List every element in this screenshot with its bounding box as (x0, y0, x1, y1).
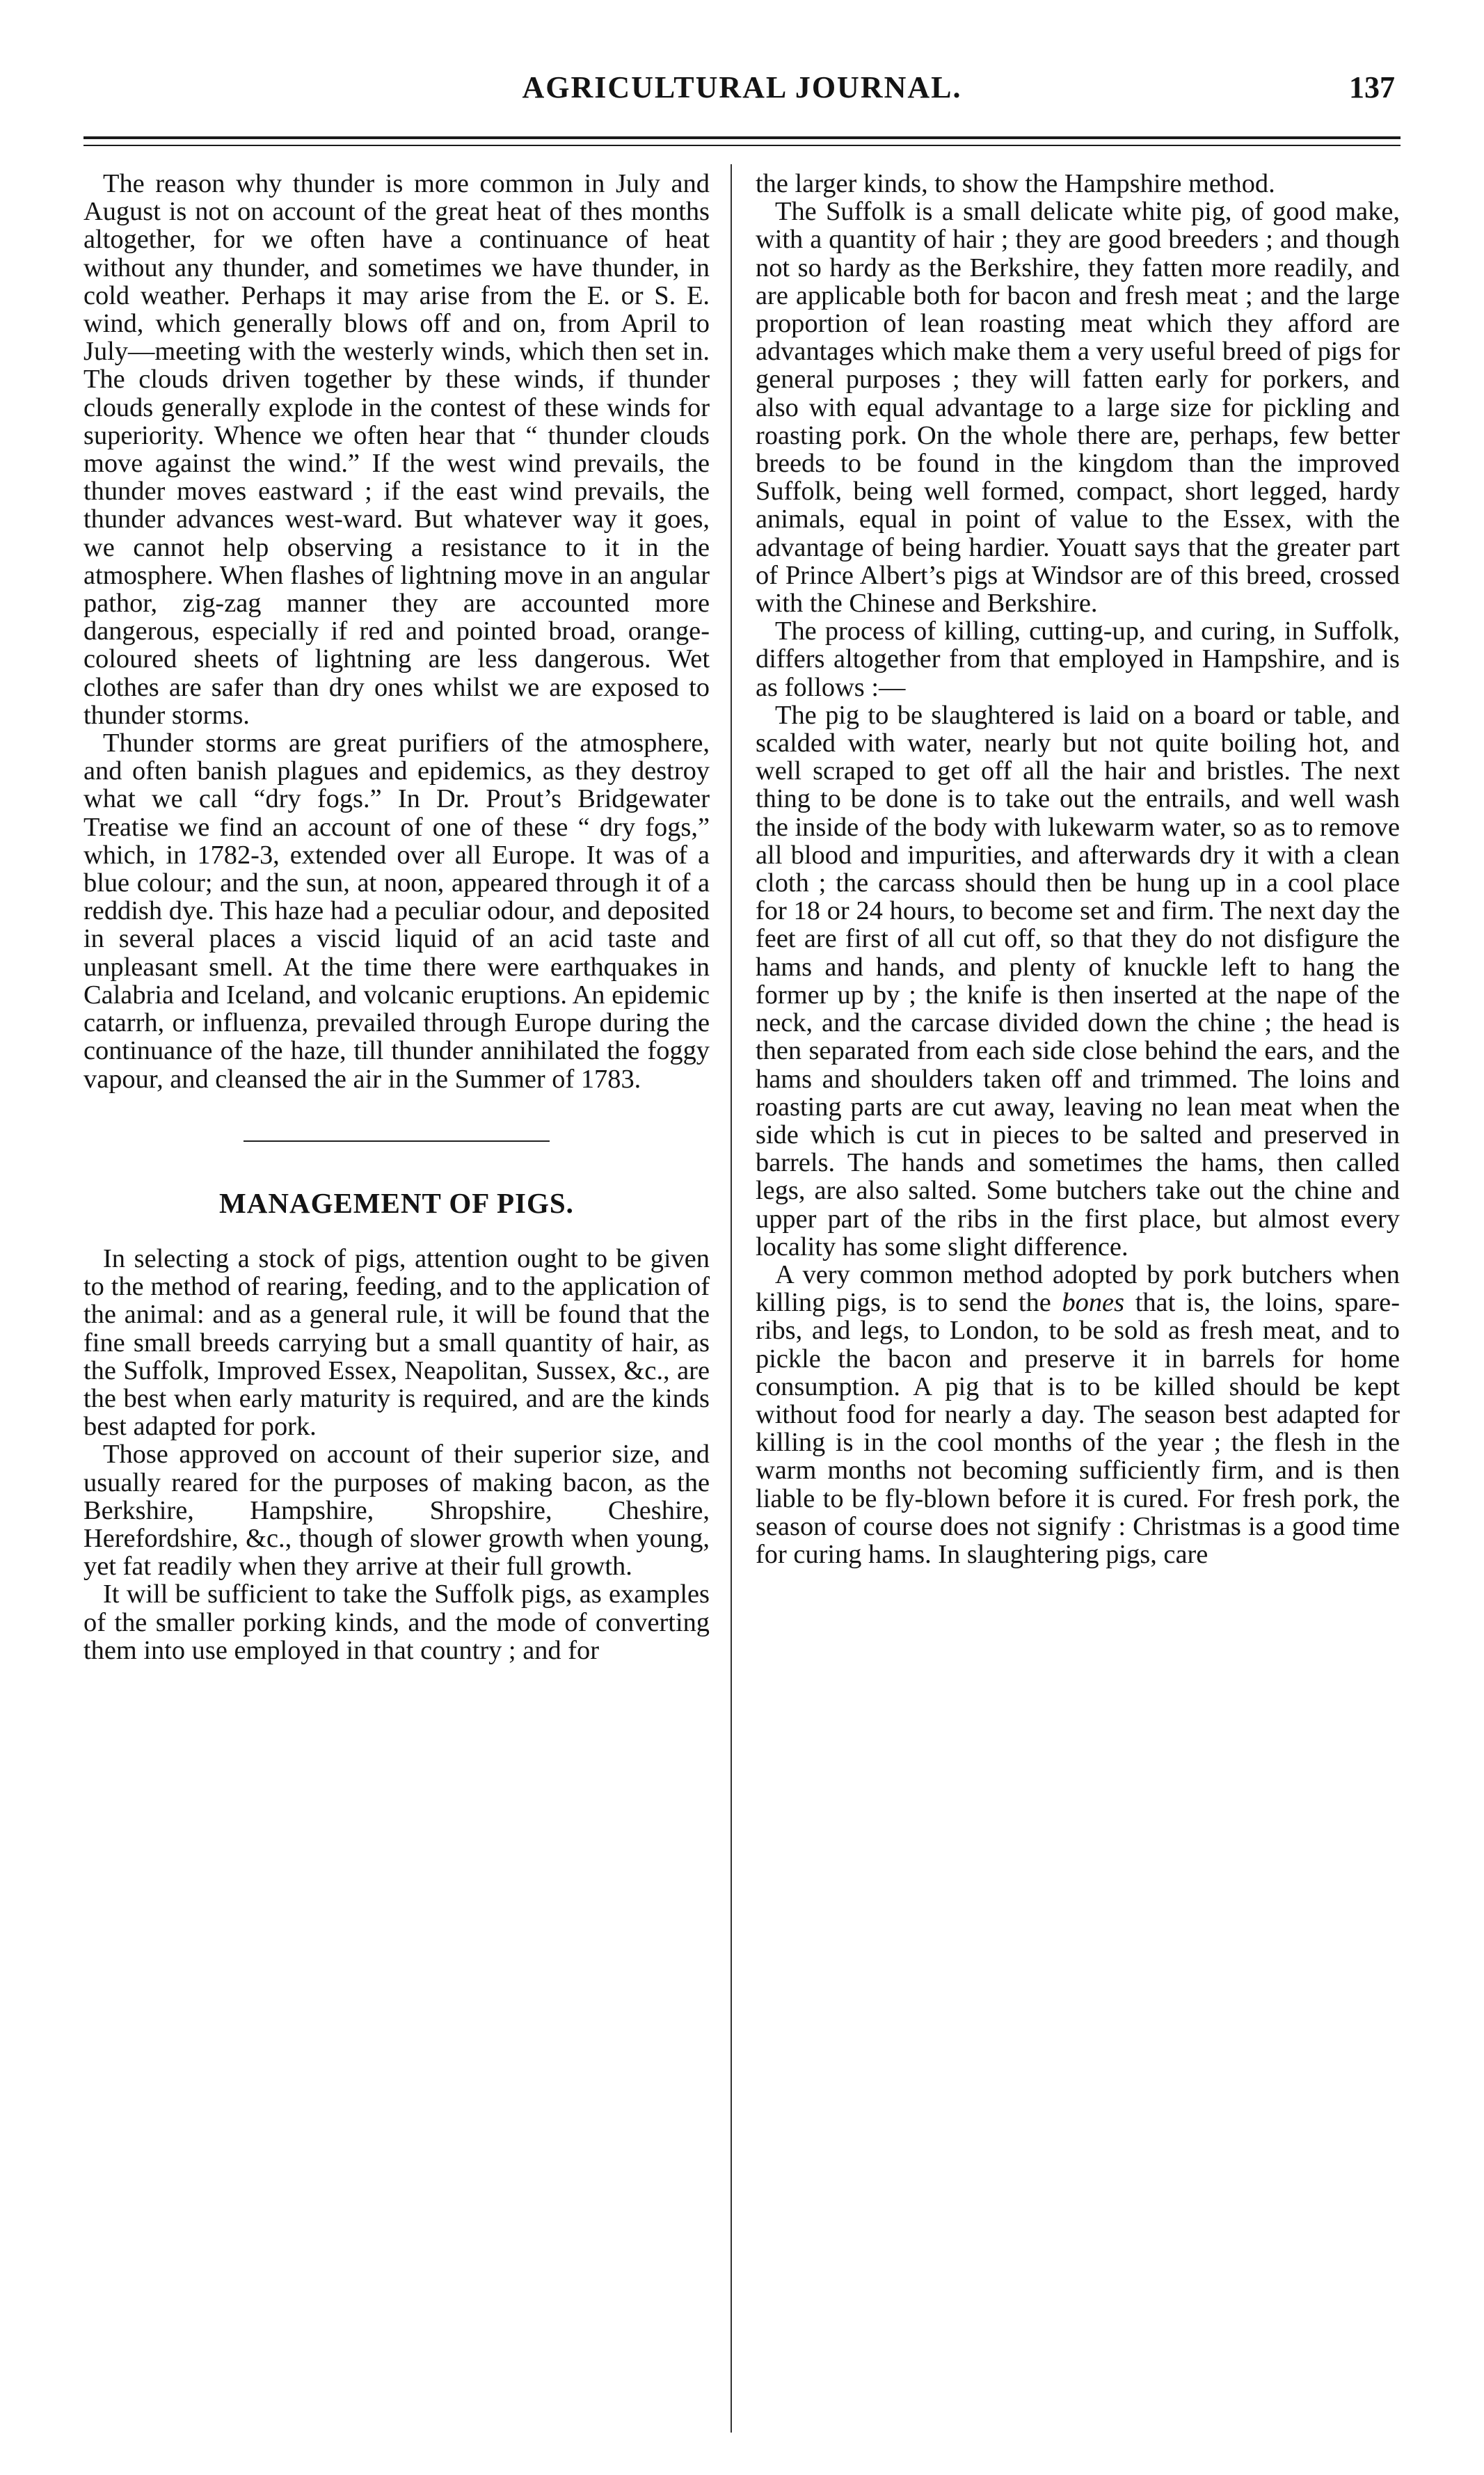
page-number: 137 (1349, 70, 1395, 104)
process-paragraph: The process of killing, cutting-up, and curing, in Suffolk, differs altogether from that employed in Hampshire, and is as follows :— (756, 616, 1400, 702)
right-column (756, 170, 1400, 1568)
column-divider (731, 164, 732, 2433)
running-title: AGRICULTURAL JOURNAL. (522, 70, 962, 104)
butchers-text-start: A very common method adopted by pork butchers when killing pigs, is to send the (756, 1259, 1400, 1318)
slaughter-paragraph: The pig to be slaughtered is laid on a board or table, and scalded with water, nearly but not quite boiling hot, and well scraped to get off all the hair and bristles. The next thing to be done is to take out the entrails, and well wash the inside of the body with lukewarm water, so as to remove all blood and impurities, and afterwards dry it with a clean cloth ; the carcass should then be hung up in a cool place for 18 or 24 hours, to become set and firm. The next day the feet are first of all cut off, so that they do not disfigure the hams and hands, and plenty of knuckle left to hang the former up by ; the knife is then inserted at the nape of the neck, and the carcase divided down the chine ; the head is then separated from each side close behind the ears, and the hams and shoulders taken off and trimmed. The loins and roasting parts are cut away, leaving no lean meat when the side which is cut in pieces to be salted and preserved in barrels. The hands and sometimes the hams, then called legs, are also salted. Some butchers take out the chine and upper part of the ribs in the first place, but almost every locality has some slight difference. (756, 700, 1401, 1262)
continued-text: the larger kinds, to show the Hampshire method. (756, 169, 1275, 198)
emphasized-word: bones (1062, 1288, 1125, 1318)
thunder-paragraph-1: The reason why thunder is more common in July and August is not on account of the great heat of thes months altogether, for we often have a continuance of heat without any thunder, and sometimes we have thunder, in cold weather. Perhaps it may arise from the E. or S. E. wind, which generally blows off and on, from April to July—meeting with the westerly winds, which then set in. The clouds driven together by these winds, if thunder clouds generally explode in the contest of these winds for superiority. Whence we often hear that “ thunder clouds move against the wind.” If the west wind prevails, the thunder moves eastward ; if the east wind prevails, the thunder advances west-ward. But whatever way it goes, we cannot help observing a resistance to it in the atmosphere. When flashes of lightning move in an angular pathor, zig-zag manner they are accounted more dangerous, especially if red and pointed broad, orange-coloured sheets of lightning are less dangerous. Wet clothes are safer than dry ones whilst we are exposed to thunder storms. (83, 169, 710, 730)
section-heading: MANAGEMENT OF PIGS. (219, 1186, 574, 1219)
suffolk-paragraph: The Suffolk is a small delicate white pig, of good make, with a quantity of hair ; they are good breeders ; and though not so hardy as the Berkshire, they fatten more readily, and are applicable both for bacon and fresh meat ; and the large proportion of lean roasting meat which they afford are advantages which make them a very useful breed of pigs for general purposes ; they will fatten early for porkers, and also with equal advantage to a large size for pickling and roasting pork. On the whole there are, perhaps, few better breeds to be found in the kingdom than the improved Suffolk, being well formed, compact, short legged, hardy animals, equal in point of value to the Essex, with the advantage of being hardier. Youatt says that the greater part of Prince Albert’s pigs at Windsor are of this breed, crossed with the Chinese and Berkshire. (756, 197, 1400, 619)
butchers-text-end: that is, the loins, spare-ribs, and legs, to London, to be sold as fresh meat, and to pickle the bacon and preserve it in barrels for home consumption. A pig that is to be killed should be kept without food for nearly a day. The season best adapted for killing is in the cool months of the year ; the flesh in the warm months not becoming sufficiently firm, and is then liable to be fly-blown before it is cured. For fresh pork, the season of course does not signify : Christmas is a good time for curing hams. In slaughtering pigs, care (756, 1288, 1400, 1569)
pigs-paragraph-2: Those approved on account of their superior size, and usually reared for the purposes of making bacon, as the Berkshire, Hampshire, Shropshire, Cheshire, Herefordshire, &c., though of slower growth when young, yet fat readily when they arrive at their full growth. (83, 1440, 710, 1582)
pigs-paragraph-3: It will be sufficient to take the Suffolk pigs, as examples of the smaller porking kinds, and the mode of converting them into use employed in that country ; and for (83, 1579, 710, 1665)
header-rule-thin (83, 145, 1401, 146)
header-rule-thick (83, 136, 1401, 139)
section-divider-rule (244, 1140, 550, 1142)
butchers-paragraph (756, 1261, 1400, 1568)
left-column (83, 170, 710, 1664)
thunder-paragraph-2: Thunder storms are great purifiers of the atmosphere, and often banish plagues and epidemics, as they destroy what we call “dry fogs.” In Dr. Prout’s Bridgewater Treatise we find an account of one of these “ dry fogs,” which, in 1782-3, extended over all Europe. It was of a blue colour; and the sun, at noon, appeared through it of a reddish dye. This haze had a peculiar odour, and deposited in several places a viscid liquid of an acid taste and unpleasant smell. At the time there were earthquakes in Calabria and Iceland, and volcanic eruptions. An epidemic catarrh, or influenza, prevailed through Europe during the continuance of the haze, till thunder annihilated the foggy vapour, and cleansed the air in the Summer of 1783. (83, 729, 710, 1094)
running-head (83, 70, 1401, 118)
pigs-paragraph-1: In selecting a stock of pigs, attention ought to be given to the method of rearing, feeding, and to the application of the animal: and as a general rule, it will be found that the fine small breeds carrying but a small quantity of hair, as the Suffolk, Improved Essex, Neapolitan, Sussex, &c., are the best when early maturity is required, and are the kinds best adapted for pork. (83, 1243, 710, 1442)
